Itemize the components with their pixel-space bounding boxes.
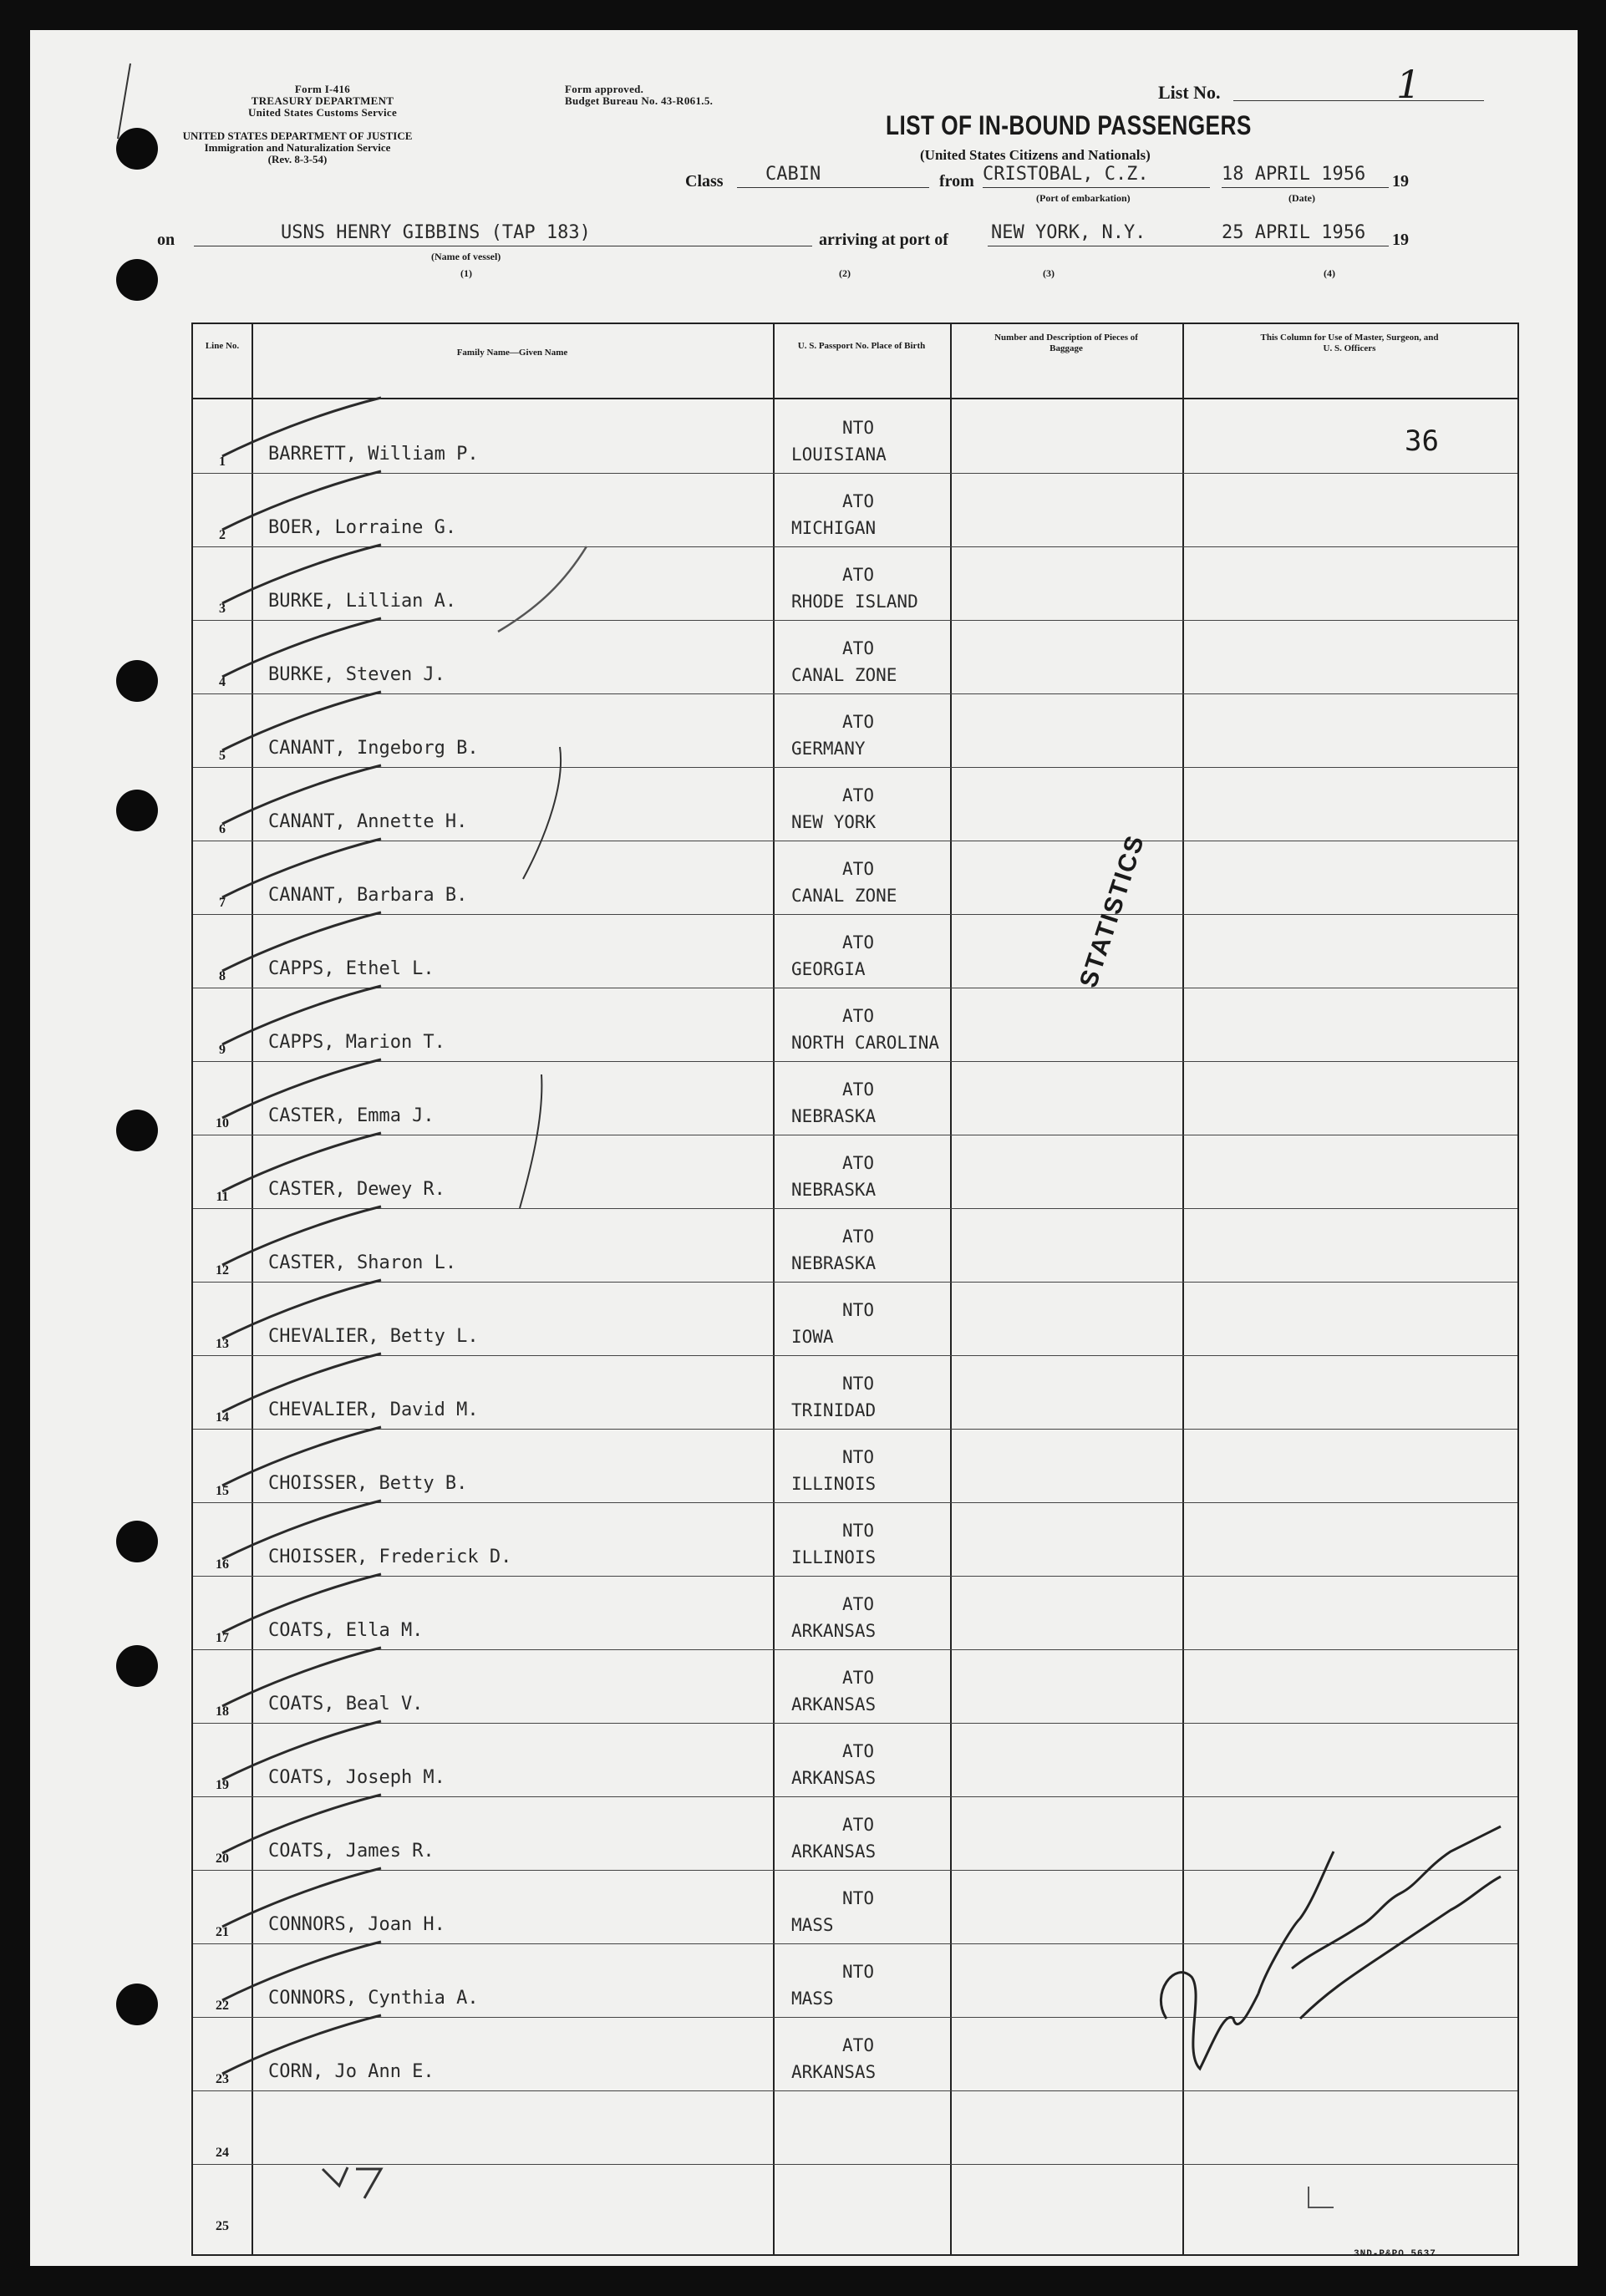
from-value: CRISTOBAL, C.Z. — [983, 164, 1149, 185]
line-number: 16 — [216, 1557, 229, 1572]
line-number: 7 — [219, 896, 226, 910]
class-label: Class — [685, 172, 724, 190]
line-number: 3 — [219, 602, 226, 616]
passport-code: NTO — [842, 1447, 874, 1467]
line-number: 20 — [216, 1852, 229, 1866]
line-number: 24 — [216, 2146, 229, 2160]
passenger-name: CONNORS, Cynthia A. — [268, 1988, 479, 2009]
passenger-name: CASTER, Emma J. — [268, 1105, 435, 1126]
line-number: 14 — [216, 1410, 229, 1425]
line-number: 23 — [216, 2072, 229, 2086]
passport-code: ATO — [842, 638, 874, 658]
treasury-dept: TREASURY DEPARTMENT — [251, 94, 394, 107]
footer-code: 3ND-P&PO 5637 — [1354, 2249, 1436, 2259]
line-number: 15 — [216, 1484, 229, 1498]
place-of-birth: ARKANSAS — [791, 1694, 877, 1714]
col-header-officers: This Column for Use of Master, Surgeon, and U. S. Officers — [1260, 333, 1439, 353]
passport-code: ATO — [842, 565, 874, 585]
class-value: CABIN — [765, 164, 821, 185]
place-of-birth: IOWA — [791, 1327, 834, 1347]
date-caption: (Date) — [1288, 192, 1315, 204]
manifest-page — [30, 30, 1578, 2266]
passenger-name: CHEVALIER, Betty L. — [268, 1326, 479, 1347]
passenger-name: CANANT, Annette H. — [268, 811, 468, 832]
passenger-name: CHOISSER, Frederick D. — [268, 1547, 512, 1567]
vessel-caption: (Name of vessel) — [431, 251, 501, 262]
passenger-name: CAPPS, Ethel L. — [268, 958, 435, 979]
passport-code: NTO — [842, 1374, 874, 1394]
page-title: LIST OF IN-BOUND PASSENGERS — [886, 110, 1252, 140]
passport-code: ATO — [842, 932, 874, 952]
list-no-value: 1 — [1396, 62, 1421, 107]
line-number: 19 — [216, 1778, 229, 1792]
passport-code: NTO — [842, 1962, 874, 1982]
line-number: 4 — [219, 675, 226, 689]
place-of-birth: LOUISIANA — [791, 444, 887, 465]
place-of-birth: ILLINOIS — [791, 1547, 877, 1567]
passport-code: ATO — [842, 859, 874, 879]
passenger-name: CAPPS, Marion T. — [268, 1032, 445, 1053]
passenger-name: BOER, Lorraine G. — [268, 517, 457, 538]
passenger-name: COATS, Joseph M. — [268, 1767, 445, 1788]
line-number: 12 — [216, 1263, 229, 1278]
passport-code: ATO — [842, 1153, 874, 1173]
place-of-birth: TRINIDAD — [791, 1400, 877, 1420]
arrival-port: NEW YORK, N.Y. — [991, 222, 1146, 243]
on-label: on — [157, 231, 175, 249]
pencil-strokes — [30, 30, 1578, 2266]
passport-code: ATO — [842, 1006, 874, 1026]
place-of-birth: ARKANSAS — [791, 1768, 877, 1788]
ins-name: Immigration and Naturalization Service — [204, 141, 391, 154]
place-of-birth: ARKANSAS — [791, 2062, 877, 2082]
form-number: Form I-416 — [294, 83, 351, 95]
col-header-passport: U. S. Passport No. Place of Birth — [797, 341, 926, 351]
place-of-birth: ARKANSAS — [791, 1841, 877, 1862]
passenger-name: CONNORS, Joan H. — [268, 1914, 445, 1935]
passenger-name: CANANT, Barbara B. — [268, 885, 468, 906]
place-of-birth: NEBRASKA — [791, 1180, 877, 1200]
line-number: 22 — [216, 1999, 229, 2013]
line-number: 1 — [219, 455, 226, 469]
revision-date: (Rev. 8-3-54) — [267, 153, 328, 165]
col-header-baggage: Number and Description of Pieces of Baggage — [994, 333, 1138, 353]
line-number: 10 — [216, 1116, 229, 1130]
place-of-birth: ARKANSAS — [791, 1621, 877, 1641]
passport-code: NTO — [842, 1888, 874, 1908]
place-of-birth: NEBRASKA — [791, 1106, 877, 1126]
passenger-name: CORN, Jo Ann E. — [268, 2061, 435, 2082]
col-number-3: (3) — [1043, 267, 1055, 279]
place-of-birth: GEORGIA — [791, 959, 866, 979]
count-note: 36 — [1405, 424, 1439, 458]
place-of-birth: ILLINOIS — [791, 1474, 877, 1494]
arrival-date: 25 APRIL 1956 — [1222, 222, 1366, 243]
col-number-1: (1) — [460, 267, 472, 279]
passport-code: ATO — [842, 2035, 874, 2055]
passport-code: ATO — [842, 1741, 874, 1761]
passport-code: ATO — [842, 1227, 874, 1247]
col-header-line-no: Line No. — [205, 341, 240, 351]
passport-code: NTO — [842, 418, 874, 438]
place-of-birth: MICHIGAN — [791, 518, 877, 538]
line-number: 17 — [216, 1631, 229, 1645]
col-number-4: (4) — [1324, 267, 1335, 279]
place-of-birth: MASS — [791, 1915, 834, 1935]
passport-code: ATO — [842, 712, 874, 732]
place-of-birth: CANAL ZONE — [791, 886, 897, 906]
place-of-birth: NEW YORK — [791, 812, 877, 832]
passport-code: ATO — [842, 1815, 874, 1835]
place-of-birth: RHODE ISLAND — [791, 592, 918, 612]
arriving-label: arriving at port of — [819, 231, 948, 249]
passenger-name: CHEVALIER, David M. — [268, 1399, 479, 1420]
line-number: 18 — [216, 1704, 229, 1719]
line-number: 2 — [219, 528, 226, 542]
col-number-2: (2) — [839, 267, 851, 279]
place-of-birth: CANAL ZONE — [791, 665, 897, 685]
passenger-name: COATS, James R. — [268, 1841, 435, 1862]
passport-code: ATO — [842, 785, 874, 805]
departure-date: 18 APRIL 1956 — [1222, 164, 1366, 185]
passport-code: ATO — [842, 1594, 874, 1614]
year-suffix-1: 19 — [1392, 172, 1409, 190]
customs-service: United States Customs Service — [247, 106, 398, 119]
passenger-name: CASTER, Dewey R. — [268, 1179, 445, 1200]
form-approved: Form approved. — [565, 83, 644, 95]
passport-code: ATO — [842, 1079, 874, 1100]
line-number: 11 — [216, 1190, 229, 1204]
from-label: from — [939, 172, 974, 190]
passport-code: ATO — [842, 1668, 874, 1688]
passenger-name: BURKE, Steven J. — [268, 664, 445, 685]
passport-code: NTO — [842, 1521, 874, 1541]
page-subtitle: (United States Citizens and Nationals) — [920, 147, 1151, 163]
passenger-name: BARRETT, William P. — [268, 444, 479, 465]
list-no-label: List No. — [1158, 82, 1221, 103]
port-caption: (Port of embarkation) — [1036, 192, 1131, 204]
place-of-birth: NORTH CAROLINA — [791, 1033, 940, 1053]
place-of-birth: GERMANY — [791, 739, 866, 759]
line-number: 5 — [219, 749, 226, 763]
doj-name: UNITED STATES DEPARTMENT OF JUSTICE — [182, 130, 413, 142]
line-number: 9 — [219, 1043, 226, 1057]
passport-code: NTO — [842, 1300, 874, 1320]
line-number: 13 — [216, 1337, 229, 1351]
passenger-name: COATS, Ella M. — [268, 1620, 424, 1641]
line-number: 21 — [216, 1925, 229, 1939]
line-number: 25 — [216, 2219, 229, 2233]
place-of-birth: NEBRASKA — [791, 1253, 877, 1273]
line-number: 8 — [219, 969, 226, 983]
col-header-name: Family Name—Given Name — [456, 348, 568, 358]
line-number: 6 — [219, 822, 226, 836]
passenger-name: BURKE, Lillian A. — [268, 591, 457, 612]
passport-code: ATO — [842, 491, 874, 511]
budget-bureau: Budget Bureau No. 43-R061.5. — [565, 94, 714, 107]
passenger-name: COATS, Beal V. — [268, 1694, 424, 1714]
year-suffix-2: 19 — [1392, 231, 1409, 249]
statistics-stamp: STATISTICS — [1075, 831, 1151, 992]
vessel-value: USNS HENRY GIBBINS (TAP 183) — [281, 222, 591, 243]
place-of-birth: MASS — [791, 1989, 834, 2009]
passenger-name: CANANT, Ingeborg B. — [268, 738, 479, 759]
passenger-name: CASTER, Sharon L. — [268, 1252, 457, 1273]
passenger-name: CHOISSER, Betty B. — [268, 1473, 468, 1494]
